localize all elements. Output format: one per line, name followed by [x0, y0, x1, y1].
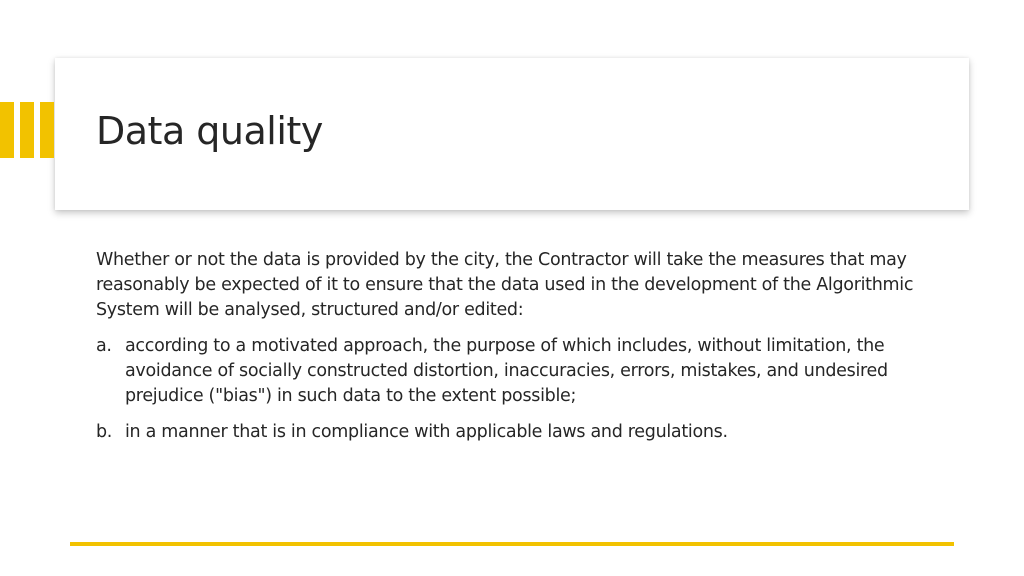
list-item — [96, 420, 916, 445]
list-marker: a. — [96, 336, 112, 356]
bottom-accent-line — [70, 542, 954, 546]
slide-title: Data quality — [96, 109, 323, 153]
accent-bars — [0, 102, 54, 158]
list-marker: b. — [96, 422, 113, 442]
item-list — [96, 334, 916, 445]
accent-bar — [0, 102, 14, 158]
intro-paragraph: Whether or not the data is provided by the city, the Contractor will take the measures that may reasonably be expected of it to ensure that the data used in the development of the Algorithmic System will be analysed, structured and/or edited: — [96, 250, 914, 320]
list-item — [96, 334, 916, 409]
accent-bar — [20, 102, 34, 158]
list-item-text: in a manner that is in compliance with applicable laws and regulations. — [125, 422, 728, 442]
accent-bar — [40, 102, 54, 158]
slide-body — [96, 248, 916, 456]
list-item-text: according to a motivated approach, the purpose of which includes, without limitation, the avoidance of socially constructed distortion, inaccuracies, errors, mistakes, and undesired prejudice ("bias") in such data to the extent possible; — [125, 336, 888, 406]
